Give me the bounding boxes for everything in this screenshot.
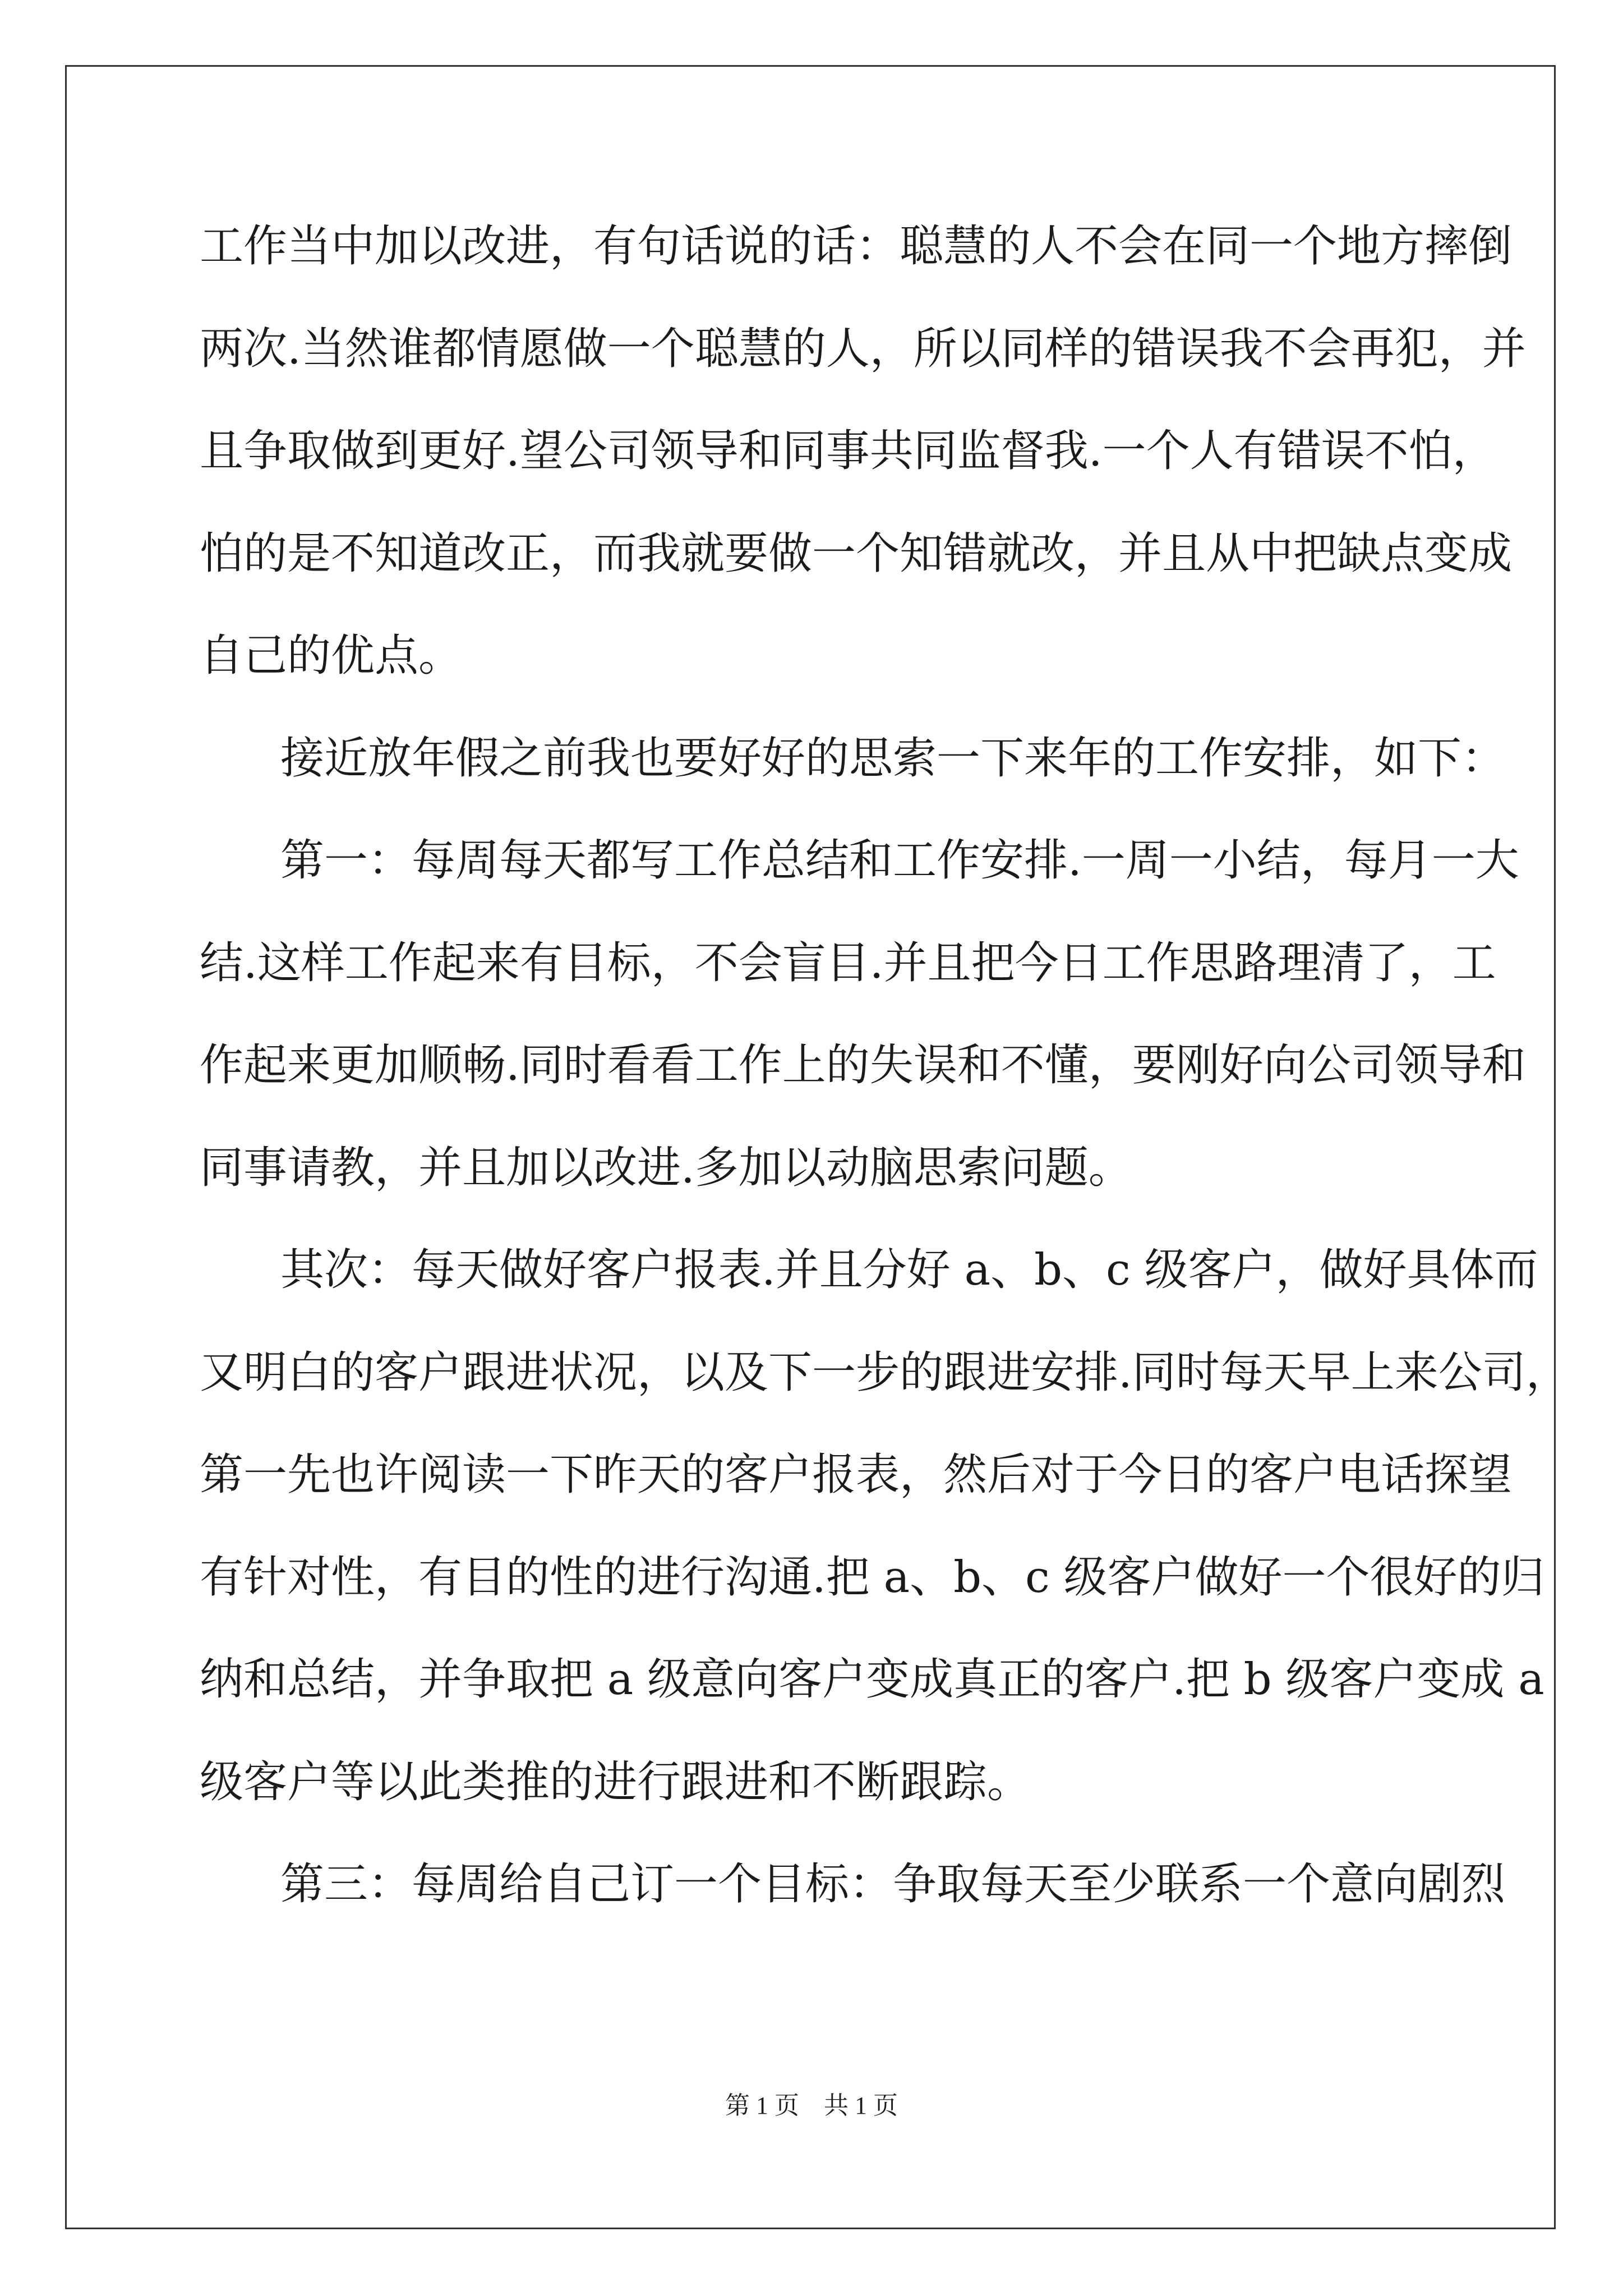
text-line: 作起来更加顺畅.同时看看工作上的失误和不懂，要刚好向公司领导和 (200, 1040, 1526, 1091)
text-line: 第一先也许阅读一下昨天的客户报表，然后对于今日的客户电话探望 (200, 1450, 1513, 1500)
paragraph-first-line: 其次：每天做好客户报表.并且分好 a、b、c 级客户，做好具体而 (280, 1245, 1538, 1295)
paragraph-first-line: 接近放年假之前我也要好好的思索一下来年的工作安排，如下： (280, 733, 1506, 784)
text-line: 级客户等以此类推的进行跟进和不断跟踪。 (200, 1757, 1031, 1807)
text-line: 同事请教，并且加以改进.多加以动脑思索问题。 (200, 1143, 1132, 1193)
paragraph-first-line: 第三：每周给自己订一个目标：争取每天至少联系一个意向剧烈 (280, 1859, 1506, 1910)
text-line: 两次.当然谁都情愿做一个聪慧的人，所以同样的错误我不会再犯，并 (200, 324, 1526, 374)
page-footer: 第 1 页 共 1 页 (725, 2092, 898, 2119)
text-line: 纳和总结，并争取把 a 级意向客户变成真正的客户.把 b 级客户变成 a (200, 1654, 1544, 1705)
text-line: 且争取做到更好.望公司领导和同事共同监督我.一个人有错误不怕， (200, 426, 1496, 476)
paragraph-first-line: 第一：每周每天都写工作总结和工作安排.一周一小结，每月一大 (280, 835, 1519, 886)
text-line: 自己的优点。 (200, 631, 463, 681)
text-line: 工作当中加以改进，有句话说的话：聪慧的人不会在同一个地方摔倒 (200, 221, 1513, 272)
text-line: 又明白的客户跟进状况，以及下一步的跟进安排.同时每天早上来公司， (200, 1347, 1570, 1398)
text-line: 有针对性，有目的性的进行沟通.把 a、b、c 级客户做好一个很好的归 (200, 1552, 1545, 1603)
text-line: 结.这样工作起来有目标，不会盲目.并且把今日工作思路理清了，工 (200, 938, 1496, 988)
text-line: 怕的是不知道改正，而我就要做一个知错就改，并且从中把缺点变成 (200, 528, 1513, 579)
